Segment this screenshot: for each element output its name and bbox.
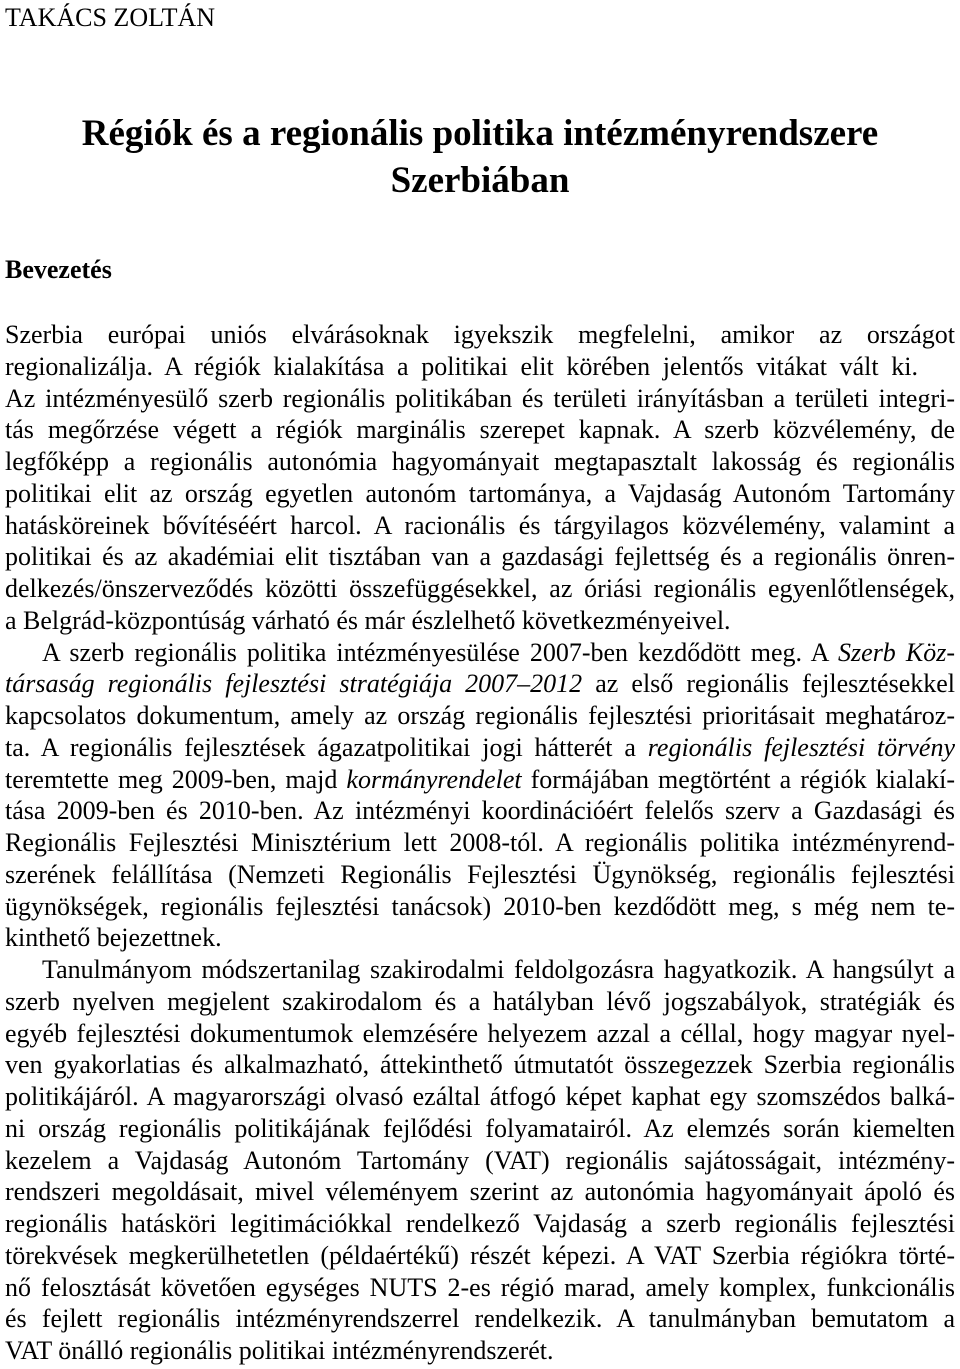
text-run: Szerbia európai uniós elvárásoknak igyekszik megfelelni, amikor az országot [5, 320, 955, 349]
body-line [5, 1049, 955, 1081]
running-header-author: TAKÁCS ZOLTÁN [5, 3, 216, 32]
text-run: regionális hatásköri legitimációkkal rendelkező Vajdaság a szerb regionális fejlesztési [5, 1209, 955, 1238]
paragraph [5, 954, 955, 1367]
body-line [5, 954, 955, 986]
body-line [5, 764, 955, 796]
text-run: tása 2009-ben és 2010-ben. Az intézményi koordinációért felelős szerv a Gazdasági és [5, 796, 955, 826]
body-line [5, 732, 955, 764]
text-run: rendszeri megoldásait, mivel véleményem szerint az autonómia hagyományait ápoló és [5, 1177, 955, 1207]
text-run: szerb nyelven megjelent szakirodalom és a hatályban lévő jogszabályok, stratégiák és [5, 986, 955, 1016]
text-run: teremtette meg 2009-ben, majd [5, 764, 338, 794]
text-run: egyéb fejlesztési dokumentumok elemzésére helyezem azzal a céllal, hogy magyar nyel- [5, 1018, 955, 1048]
body-line [5, 1335, 955, 1367]
italic-text: Szerb Köz- [838, 637, 955, 667]
body-line [5, 1208, 955, 1240]
text-run: szerének felállítása (Nemzeti Regionális Fejlesztési Ügynökség, regionális fejlesztési [5, 859, 955, 889]
text-run: formájában megtörtént a régiók kialakí- [530, 764, 955, 794]
text-run: ügynökségek, regionális fejlesztési tanácsok) 2010-ben kezdődött meg, s még nem te- [5, 891, 955, 921]
text-run: regionalizálja. A régiók kialakítása a politikai elit körében jelentős vitákat vált ki. [5, 351, 918, 381]
italic-text: kormányrendelet [346, 764, 522, 794]
body-line [5, 1113, 955, 1145]
body-line [5, 414, 955, 446]
text-run: ven gyakorlatias és alkalmazható, áttekinthető útmutatót összegezzek Szerbia regionális [5, 1050, 955, 1080]
body-line [5, 1240, 955, 1272]
text-run: ta. A regionális fejlesztések ágazatpolitikai jogi hátterét a [5, 732, 636, 762]
body-line [5, 700, 955, 732]
text-run: delkezés/önszerveződés közötti összefüggésekkel, az óriási regionális egyenlőtlenségek, [5, 574, 955, 603]
text-run: törekvések megkerülhetetlen (példaértékű) részét képezi. A VAT Szerbia régiókra törté- [5, 1240, 955, 1270]
body-line [5, 668, 955, 700]
body-line [5, 319, 955, 351]
text-run: A szerb regionális politika intézményesülése 2007-ben kezdődött meg. A [42, 637, 828, 667]
body-line [5, 1272, 955, 1304]
italic-text: regionális fejlesztési törvény [647, 732, 955, 762]
title-line: Szerbiában [390, 160, 570, 201]
text-run: kezelem a Vajdaság Autonóm Tartomány (VAT) regionális sajátosságait, intézmény- [5, 1145, 955, 1175]
text-run: VAT önálló regionális politikai intézményrendszerét. [5, 1336, 554, 1365]
text-run: politikai és az akadémiai elit tisztában van a gazdasági fejlettség és a regionális önren- [5, 542, 955, 572]
body-line [5, 1145, 955, 1177]
paper-title [0, 110, 960, 204]
body-line [5, 1018, 955, 1050]
text-run: hatásköreinek bővítéséért harcol. A racionális és tárgyilagos közvélemény, valamint a [5, 510, 955, 540]
title-line: Régiók és a regionális politika intézményrendszere [81, 113, 879, 154]
body-line [5, 541, 955, 573]
paragraph [5, 637, 955, 955]
body-line [5, 827, 955, 859]
text-run: ni ország regionális politikájának fejlődési folyamatairól. Az elemzés során kiemelten [5, 1113, 955, 1143]
body-line [5, 859, 955, 891]
text-run: Regionális Fejlesztési Minisztérium lett 2008-tól. A regionális politika intézményrend- [5, 828, 955, 857]
text-run: politikai elit az ország egyetlen autonóm tartománya, a Vajdaság Autonóm Tartomány [5, 478, 955, 508]
body-line [5, 446, 955, 478]
paragraph [5, 319, 955, 637]
body-line [5, 351, 918, 383]
body-line [5, 573, 955, 605]
text-run: politikájáról. A magyarországi olvasó ezáltal átfogó képet kaphat egy szomszédos balká- [5, 1082, 955, 1111]
body-line [5, 891, 955, 923]
body-line [5, 986, 955, 1018]
body-line [5, 637, 955, 669]
body-line [5, 478, 955, 510]
text-run: és fejlett regionális intézményrendszerrel rendelkezik. A tanulmányban bemutatom a [5, 1304, 955, 1334]
italic-text: társaság regionális fejlesztési stratégiája 2007–2012 [5, 669, 583, 699]
text-run: tás megőrzése végett a régiók marginális szerepet kapnak. A szerb közvélemény, de [5, 415, 955, 445]
text-run: a Belgrád-központúság várható és már észlelhető következményeivel. [5, 605, 731, 635]
text-run: az első regionális fejlesztésekkel [595, 669, 955, 699]
body-line [5, 1303, 955, 1335]
body-text-block [5, 319, 955, 1367]
body-line [5, 922, 955, 954]
text-run: Tanulmányom módszertanilag szakirodalmi feldolgozásra hagyatkozik. A hangsúlyt a [42, 955, 955, 984]
text-run: kinthető bejezettnek. [5, 923, 222, 953]
body-line [5, 510, 955, 542]
text-run: nő felosztását követően egységes NUTS 2-es régió marad, amely komplex, funkcionális [5, 1272, 955, 1302]
body-line [5, 605, 955, 637]
body-line [5, 1176, 955, 1208]
text-run: Az intézményesülő szerb regionális politikában és területi irányításban a területi integri- [5, 383, 955, 413]
body-line [5, 383, 955, 415]
body-line [5, 1081, 955, 1113]
section-heading: Bevezetés [5, 255, 112, 284]
text-run: legfőképp a regionális autonómia hagyományait megtapasztalt lakosság és regionális [5, 447, 955, 476]
text-run: kapcsolatos dokumentum, amely az ország regionális fejlesztési prioritásait meghatároz- [5, 701, 955, 730]
body-line [5, 795, 955, 827]
